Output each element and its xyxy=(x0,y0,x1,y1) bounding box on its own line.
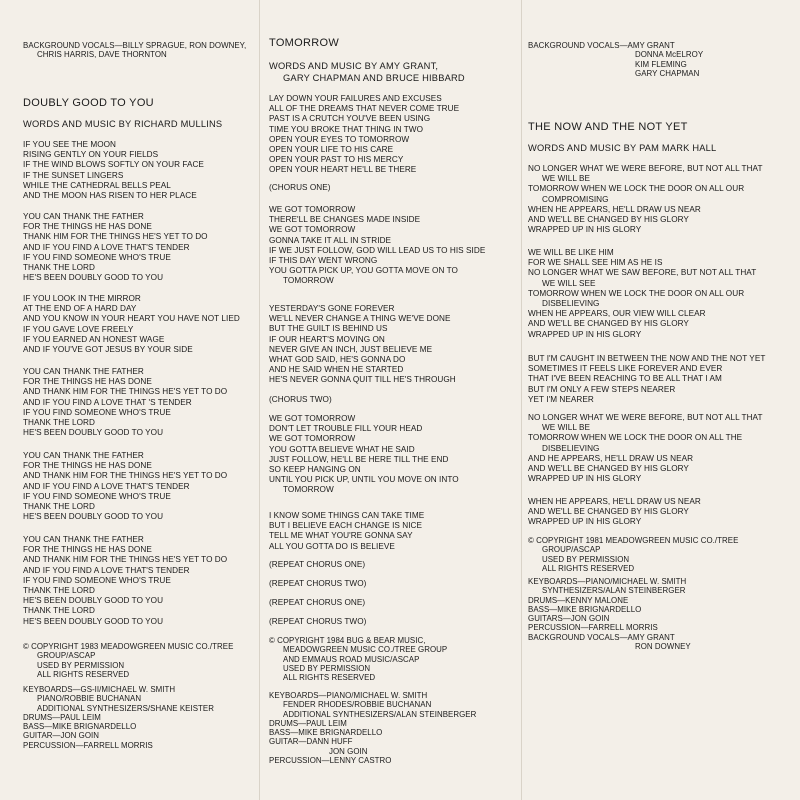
text-line: WHEN HE APPEARS, HE'LL DRAW US NEAR xyxy=(528,204,701,214)
song-title: THE NOW AND THE NOT YET xyxy=(528,121,688,133)
text-line: JUST FOLLOW, HE'LL BE HERE TILL THE END xyxy=(269,454,449,464)
repeat-chorus xyxy=(269,617,514,627)
text-line: WE WILL BE xyxy=(542,174,590,184)
text-line: THANK THE LORD xyxy=(23,606,95,616)
text-line: IF YOU SEE THE MOON xyxy=(23,140,116,149)
text-line: MEADOWGREEN MUSIC CO./TREE GROUP xyxy=(283,645,448,655)
text-line: GARY CHAPMAN xyxy=(635,68,700,78)
text-line: BACKGROUND VOCALS—BILLY SPRAGUE, RON DOWNEY, xyxy=(23,41,247,50)
text-line: BASS—MIKE BRIGNARDELLO xyxy=(269,728,383,738)
text-line: WHILE THE CATHEDRAL BELLS PEAL xyxy=(23,180,171,190)
text-line: © COPYRIGHT 1984 BUG & BEAR MUSIC, xyxy=(269,636,426,645)
text-line: KEYBOARDS—GS-II/MICHAEL W. SMITH xyxy=(23,685,176,694)
text-line: ADDITIONAL SYNTHESIZERS/ALAN STEINBERGER xyxy=(283,709,477,719)
lyric-stanza xyxy=(528,354,788,405)
text-line: WORDS AND MUSIC BY RICHARD MULLINS xyxy=(23,119,223,129)
text-line: WE WILL SEE xyxy=(542,278,596,288)
text-line: AND IF YOU FIND A LOVE THAT'S TENDER xyxy=(23,565,190,575)
text-line: FOR THE THINGS HE HAS DONE xyxy=(23,377,152,387)
text-line: (CHORUS ONE) xyxy=(269,183,331,192)
text-line: BUT I'M ONLY A FEW STEPS NEARER xyxy=(528,384,676,394)
text-line: IF THE WIND BLOWS SOFTLY ON YOUR FACE xyxy=(23,160,204,170)
lyric-stanza xyxy=(23,294,253,355)
text-line: NO LONGER WHAT WE WERE BEFORE, BUT NOT ALL THAT xyxy=(528,413,763,422)
text-line: THANK THE LORD xyxy=(23,586,95,596)
lyric-stanza xyxy=(269,94,514,176)
text-line: KEYBOARDS—PIANO/MICHAEL W. SMITH xyxy=(528,577,687,586)
text-line: OPEN YOUR HEART HE'LL BE THERE xyxy=(269,165,417,175)
text-line: FOR THE THINGS HE HAS DONE xyxy=(23,545,152,555)
text-line: (REPEAT CHORUS TWO) xyxy=(269,579,367,588)
lyric-stanza xyxy=(528,164,788,235)
text-line: IF WE JUST FOLLOW, GOD WILL LEAD US TO HIS SIDE xyxy=(269,245,486,255)
text-line: AND THANK HIM FOR THE THINGS HE'S YET TO DO xyxy=(23,471,228,481)
text-line: HE'S BEEN DOUBLY GOOD TO YOU xyxy=(23,596,164,606)
text-line: PAST IS A CRUTCH YOU'VE BEEN USING xyxy=(269,114,431,124)
text-line: SO KEEP HANGING ON xyxy=(269,465,361,475)
text-line: (CHORUS TWO) xyxy=(269,395,332,404)
text-line: DONNA McELROY xyxy=(635,50,704,60)
text-line: AND THANK HIM FOR THE THINGS HE'S YET TO DO xyxy=(23,387,228,397)
text-line: YOU GOTTA BELIEVE WHAT HE SAID xyxy=(269,444,415,454)
text-line: HE'S BEEN DOUBLY GOOD TO YOU xyxy=(23,273,164,283)
chorus-label xyxy=(269,395,514,405)
text-line: USED BY PERMISSION xyxy=(542,554,630,564)
text-line: LAY DOWN YOUR FAILURES AND EXCUSES xyxy=(269,94,442,103)
text-line: HE'S BEEN DOUBLY GOOD TO YOU xyxy=(23,428,164,438)
text-line: AND HE SAID WHEN HE STARTED xyxy=(269,365,404,375)
text-line: BACKGROUND VOCALS—AMY GRANT xyxy=(528,41,675,50)
song-title: TOMORROW xyxy=(269,37,340,49)
text-line: ALL YOU GOTTA DO IS BELIEVE xyxy=(269,541,395,551)
lyric-stanza xyxy=(269,304,514,386)
text-line: TOMORROW WHEN WE LOCK THE DOOR ON ALL THE xyxy=(528,433,743,443)
repeat-chorus xyxy=(269,579,514,589)
text-line: GUITARS—JON GOIN xyxy=(528,614,610,624)
lyric-stanza xyxy=(23,140,253,201)
text-line: BASS—MIKE BRIGNARDELLO xyxy=(528,604,642,614)
text-line: NO LONGER WHAT WE WERE BEFORE, BUT NOT ALL THAT xyxy=(528,164,763,173)
text-line: YET I'M NEARER xyxy=(528,394,594,404)
text-line: USED BY PERMISSION xyxy=(283,663,371,673)
text-line: GARY CHAPMAN AND BRUCE HIBBARD xyxy=(283,73,465,83)
text-line: AND WE'LL BE CHANGED BY HIS GLORY xyxy=(528,215,689,225)
text-line: HE'S NEVER GONNA QUIT TILL HE'S THROUGH xyxy=(269,375,456,385)
text-line: AND WE'LL BE CHANGED BY HIS GLORY xyxy=(528,319,689,329)
text-line: OPEN YOUR PAST TO HIS MERCY xyxy=(269,155,404,165)
text-line: AND IF YOU FIND A LOVE THAT 'S TENDER xyxy=(23,397,192,407)
text-line: WRAPPED UP IN HIS GLORY xyxy=(528,474,642,484)
text-line: THAT I'VE BEEN REACHING TO BE ALL THAT I AM xyxy=(528,374,722,384)
text-line: IF YOU FIND SOMEONE WHO'S TRUE xyxy=(23,252,171,262)
text-line: USED BY PERMISSION xyxy=(37,660,125,670)
text-line: HE'S BEEN DOUBLY GOOD TO YOU xyxy=(23,616,164,626)
text-line: OPEN YOUR LIFE TO HIS CARE xyxy=(269,145,394,155)
text-line: IF YOU FIND SOMEONE WHO'S TRUE xyxy=(23,407,171,417)
text-line: WE WILL BE LIKE HIM xyxy=(528,248,614,257)
text-line: DRUMS—PAUL LEIM xyxy=(269,718,347,728)
text-line: AND IF YOU'VE GOT JESUS BY YOUR SIDE xyxy=(23,345,193,355)
text-line: AND IF YOU FIND A LOVE THAT'S TENDER xyxy=(23,481,190,491)
text-line: TOMORROW xyxy=(283,276,334,286)
text-line: FENDER RHODES/ROBBIE BUCHANAN xyxy=(283,700,432,710)
text-line: IF YOU FIND SOMEONE WHO'S TRUE xyxy=(23,491,171,501)
lyric-stanza xyxy=(528,248,788,340)
text-line: ADDITIONAL SYNTHESIZERS/SHANE KEISTER xyxy=(37,703,214,713)
text-line: WE GOT TOMORROW xyxy=(269,414,356,423)
text-line: TELL ME WHAT YOU'RE GONNA SAY xyxy=(269,531,413,541)
songwriter-credit xyxy=(528,142,788,154)
text-line: TOMORROW WHEN WE LOCK THE DOOR ON ALL OUR xyxy=(528,184,745,194)
text-line: YOU CAN THANK THE FATHER xyxy=(23,367,144,376)
text-line: WE WILL BE xyxy=(542,423,590,433)
text-line: WRAPPED UP IN HIS GLORY xyxy=(528,225,642,235)
panel-fold xyxy=(521,0,522,800)
repeat-chorus xyxy=(269,560,514,570)
lyric-stanza xyxy=(269,205,514,287)
text-line: BASS—MIKE BRIGNARDELLO xyxy=(23,722,137,732)
text-line: SYNTHESIZERS/ALAN STEINBERGER xyxy=(542,586,686,596)
text-line: GUITAR—DANN HUFF xyxy=(269,737,353,747)
copyright-notice xyxy=(528,536,788,573)
lyric-stanza xyxy=(23,451,253,522)
repeat-chorus xyxy=(269,598,514,608)
songwriter-credit xyxy=(23,118,253,130)
text-line: WE GOT TOMORROW xyxy=(269,434,356,444)
text-line: PIANO/ROBBIE BUCHANAN xyxy=(37,694,142,704)
text-line: AND WE'LL BE CHANGED BY HIS GLORY xyxy=(528,507,689,517)
text-line: YOU GOTTA PICK UP, YOU GOTTA MOVE ON TO xyxy=(269,266,458,276)
lyric-stanza xyxy=(528,413,788,484)
text-line: IF THE SUNSET LINGERS xyxy=(23,170,124,180)
musician-credits xyxy=(528,577,788,651)
text-line: YESTERDAY'S GONE FOREVER xyxy=(269,304,395,313)
copyright-notice xyxy=(23,642,253,679)
text-line: NO LONGER WHAT WE SAW BEFORE, BUT NOT ALL THAT xyxy=(528,268,757,278)
text-line: (REPEAT CHORUS ONE) xyxy=(269,598,366,607)
text-line: WE GOT TOMORROW xyxy=(269,225,356,235)
text-line: WHAT GOD SAID, HE'S GONNA DO xyxy=(269,355,406,365)
text-line: IF THIS DAY WENT WRONG xyxy=(269,256,378,266)
text-line: THANK HIM FOR THE THINGS HE'S YET TO DO xyxy=(23,232,208,242)
copyright-notice xyxy=(269,636,514,682)
text-line: AND WE'LL BE CHANGED BY HIS GLORY xyxy=(528,464,689,474)
text-line: ALL RIGHTS RESERVED xyxy=(37,669,130,679)
text-line: ALL RIGHTS RESERVED xyxy=(283,673,376,683)
text-line: IF YOU EARNED AN HONEST WAGE xyxy=(23,334,165,344)
text-line: AND EMMAUS ROAD MUSIC/ASCAP xyxy=(283,654,420,664)
text-line: FOR THE THINGS HE HAS DONE xyxy=(23,222,152,232)
text-line: (REPEAT CHORUS ONE) xyxy=(269,560,366,569)
text-line: PERCUSSION—LENNY CASTRO xyxy=(269,756,392,766)
text-line: DISBELIEVING xyxy=(542,443,600,453)
text-line: IF OUR HEART'S MOVING ON xyxy=(269,334,385,344)
text-line: WORDS AND MUSIC BY PAM MARK HALL xyxy=(528,143,717,153)
lyric-stanza xyxy=(23,535,253,627)
text-line: (REPEAT CHORUS TWO) xyxy=(269,617,367,626)
text-line: WE GOT TOMORROW xyxy=(269,205,356,214)
text-line: FOR THE THINGS HE HAS DONE xyxy=(23,461,152,471)
text-line: OPEN YOUR EYES TO TOMORROW xyxy=(269,134,410,144)
text-line: BACKGROUND VOCALS—AMY GRANT xyxy=(528,632,675,642)
text-line: DISBELIEVING xyxy=(542,299,600,309)
text-line: WHEN HE APPEARS, HE'LL DRAW US NEAR xyxy=(528,497,701,506)
text-line: YOU CAN THANK THE FATHER xyxy=(23,451,144,460)
text-line: DON'T LET TROUBLE FILL YOUR HEAD xyxy=(269,424,423,434)
text-line: AT THE END OF A HARD DAY xyxy=(23,304,137,314)
text-line: WE'LL NEVER CHANGE A THING WE'VE DONE xyxy=(269,314,451,324)
text-line: I KNOW SOME THINGS CAN TAKE TIME xyxy=(269,511,425,520)
text-line: TOMORROW WHEN WE LOCK THE DOOR ON ALL OUR xyxy=(528,288,745,298)
text-line: WHEN HE APPEARS, OUR VIEW WILL CLEAR xyxy=(528,309,706,319)
text-line: GONNA TAKE IT ALL IN STRIDE xyxy=(269,235,392,245)
musician-credits xyxy=(269,691,514,765)
text-line: ALL OF THE DREAMS THAT NEVER COME TRUE xyxy=(269,104,460,114)
text-line: NEVER GIVE AN INCH, JUST BELIEVE ME xyxy=(269,344,433,354)
text-line: AND HE APPEARS, HE'LL DRAW US NEAR xyxy=(528,453,694,463)
lyric-stanza xyxy=(269,511,514,552)
lyric-stanza xyxy=(528,497,788,528)
text-line: AND THE MOON HAS RISEN TO HER PLACE xyxy=(23,191,197,201)
text-line: GUITAR—JON GOIN xyxy=(23,731,100,741)
text-line: RON DOWNEY xyxy=(635,642,691,652)
text-line: PERCUSSION—FARRELL MORRIS xyxy=(528,623,658,633)
text-line: UNTIL YOU PICK UP, UNTIL YOU MOVE ON INTO xyxy=(269,475,459,485)
text-line: WRAPPED UP IN HIS GLORY xyxy=(528,329,642,339)
text-line: THANK THE LORD xyxy=(23,418,95,428)
text-line: IF YOU GAVE LOVE FREELY xyxy=(23,324,134,334)
text-line: AND IF YOU FIND A LOVE THAT'S TENDER xyxy=(23,242,190,252)
text-line: THANK THE LORD xyxy=(23,263,95,273)
text-line: SOMETIMES IT FEELS LIKE FOREVER AND EVER xyxy=(528,364,723,374)
text-line: HE'S BEEN DOUBLY GOOD TO YOU xyxy=(23,512,164,522)
text-line: THANK THE LORD xyxy=(23,502,95,512)
text-line: BUT I BELIEVE EACH CHANGE IS NICE xyxy=(269,521,423,531)
text-line: © COPYRIGHT 1981 MEADOWGREEN MUSIC CO./TREE xyxy=(528,536,739,545)
text-line: TIME YOU BROKE THAT THING IN TWO xyxy=(269,124,423,134)
text-line: JON GOIN xyxy=(329,746,368,756)
chorus-label xyxy=(269,183,514,193)
text-line: DRUMS—PAUL LEIM xyxy=(23,712,101,722)
text-line: BUT THE GUILT IS BEHIND US xyxy=(269,324,388,334)
text-line: AND THANK HIM FOR THE THINGS HE'S YET TO DO xyxy=(23,555,228,565)
text-line: GROUP/ASCAP xyxy=(37,651,96,661)
background-vocals-credit xyxy=(23,41,253,60)
text-line: YOU CAN THANK THE FATHER xyxy=(23,212,144,221)
lyric-stanza xyxy=(269,414,514,496)
text-line: TOMORROW xyxy=(283,485,334,495)
text-line: COMPROMISING xyxy=(542,194,609,204)
text-line: CHRIS HARRIS, DAVE THORNTON xyxy=(37,50,167,60)
text-line: YOU CAN THANK THE FATHER xyxy=(23,535,144,544)
text-line: IF YOU LOOK IN THE MIRROR xyxy=(23,294,141,303)
panel-fold xyxy=(259,0,260,800)
text-line: GROUP/ASCAP xyxy=(542,545,601,555)
text-line: FOR WE SHALL SEE HIM AS HE IS xyxy=(528,258,663,268)
text-line: RISING GENTLY ON YOUR FIELDS xyxy=(23,150,159,160)
text-line: KEYBOARDS—PIANO/MICHAEL W. SMITH xyxy=(269,691,428,700)
musician-credits xyxy=(23,685,253,750)
text-line: AND YOU KNOW IN YOUR HEART YOU HAVE NOT LIED xyxy=(23,314,240,324)
background-vocals-credit xyxy=(528,41,788,78)
text-line: © COPYRIGHT 1983 MEADOWGREEN MUSIC CO./TREE xyxy=(23,642,234,651)
songwriter-credit xyxy=(269,60,514,84)
text-line: WORDS AND MUSIC BY AMY GRANT, xyxy=(269,61,439,71)
text-line: DRUMS—KENNY MALONE xyxy=(528,595,629,605)
text-line: THERE'LL BE CHANGES MADE INSIDE xyxy=(269,215,421,225)
text-line: WRAPPED UP IN HIS GLORY xyxy=(528,517,642,527)
text-line: PERCUSSION—FARRELL MORRIS xyxy=(23,740,153,750)
text-line: ALL RIGHTS RESERVED xyxy=(542,563,635,573)
lyric-stanza xyxy=(23,367,253,438)
lyric-stanza xyxy=(23,212,253,283)
text-line: BUT I'M CAUGHT IN BETWEEN THE NOW AND THE NOT YET xyxy=(528,354,766,363)
text-line: IF YOU FIND SOMEONE WHO'S TRUE xyxy=(23,575,171,585)
text-line: KIM FLEMING xyxy=(635,59,687,69)
song-title: DOUBLY GOOD TO YOU xyxy=(23,97,154,109)
